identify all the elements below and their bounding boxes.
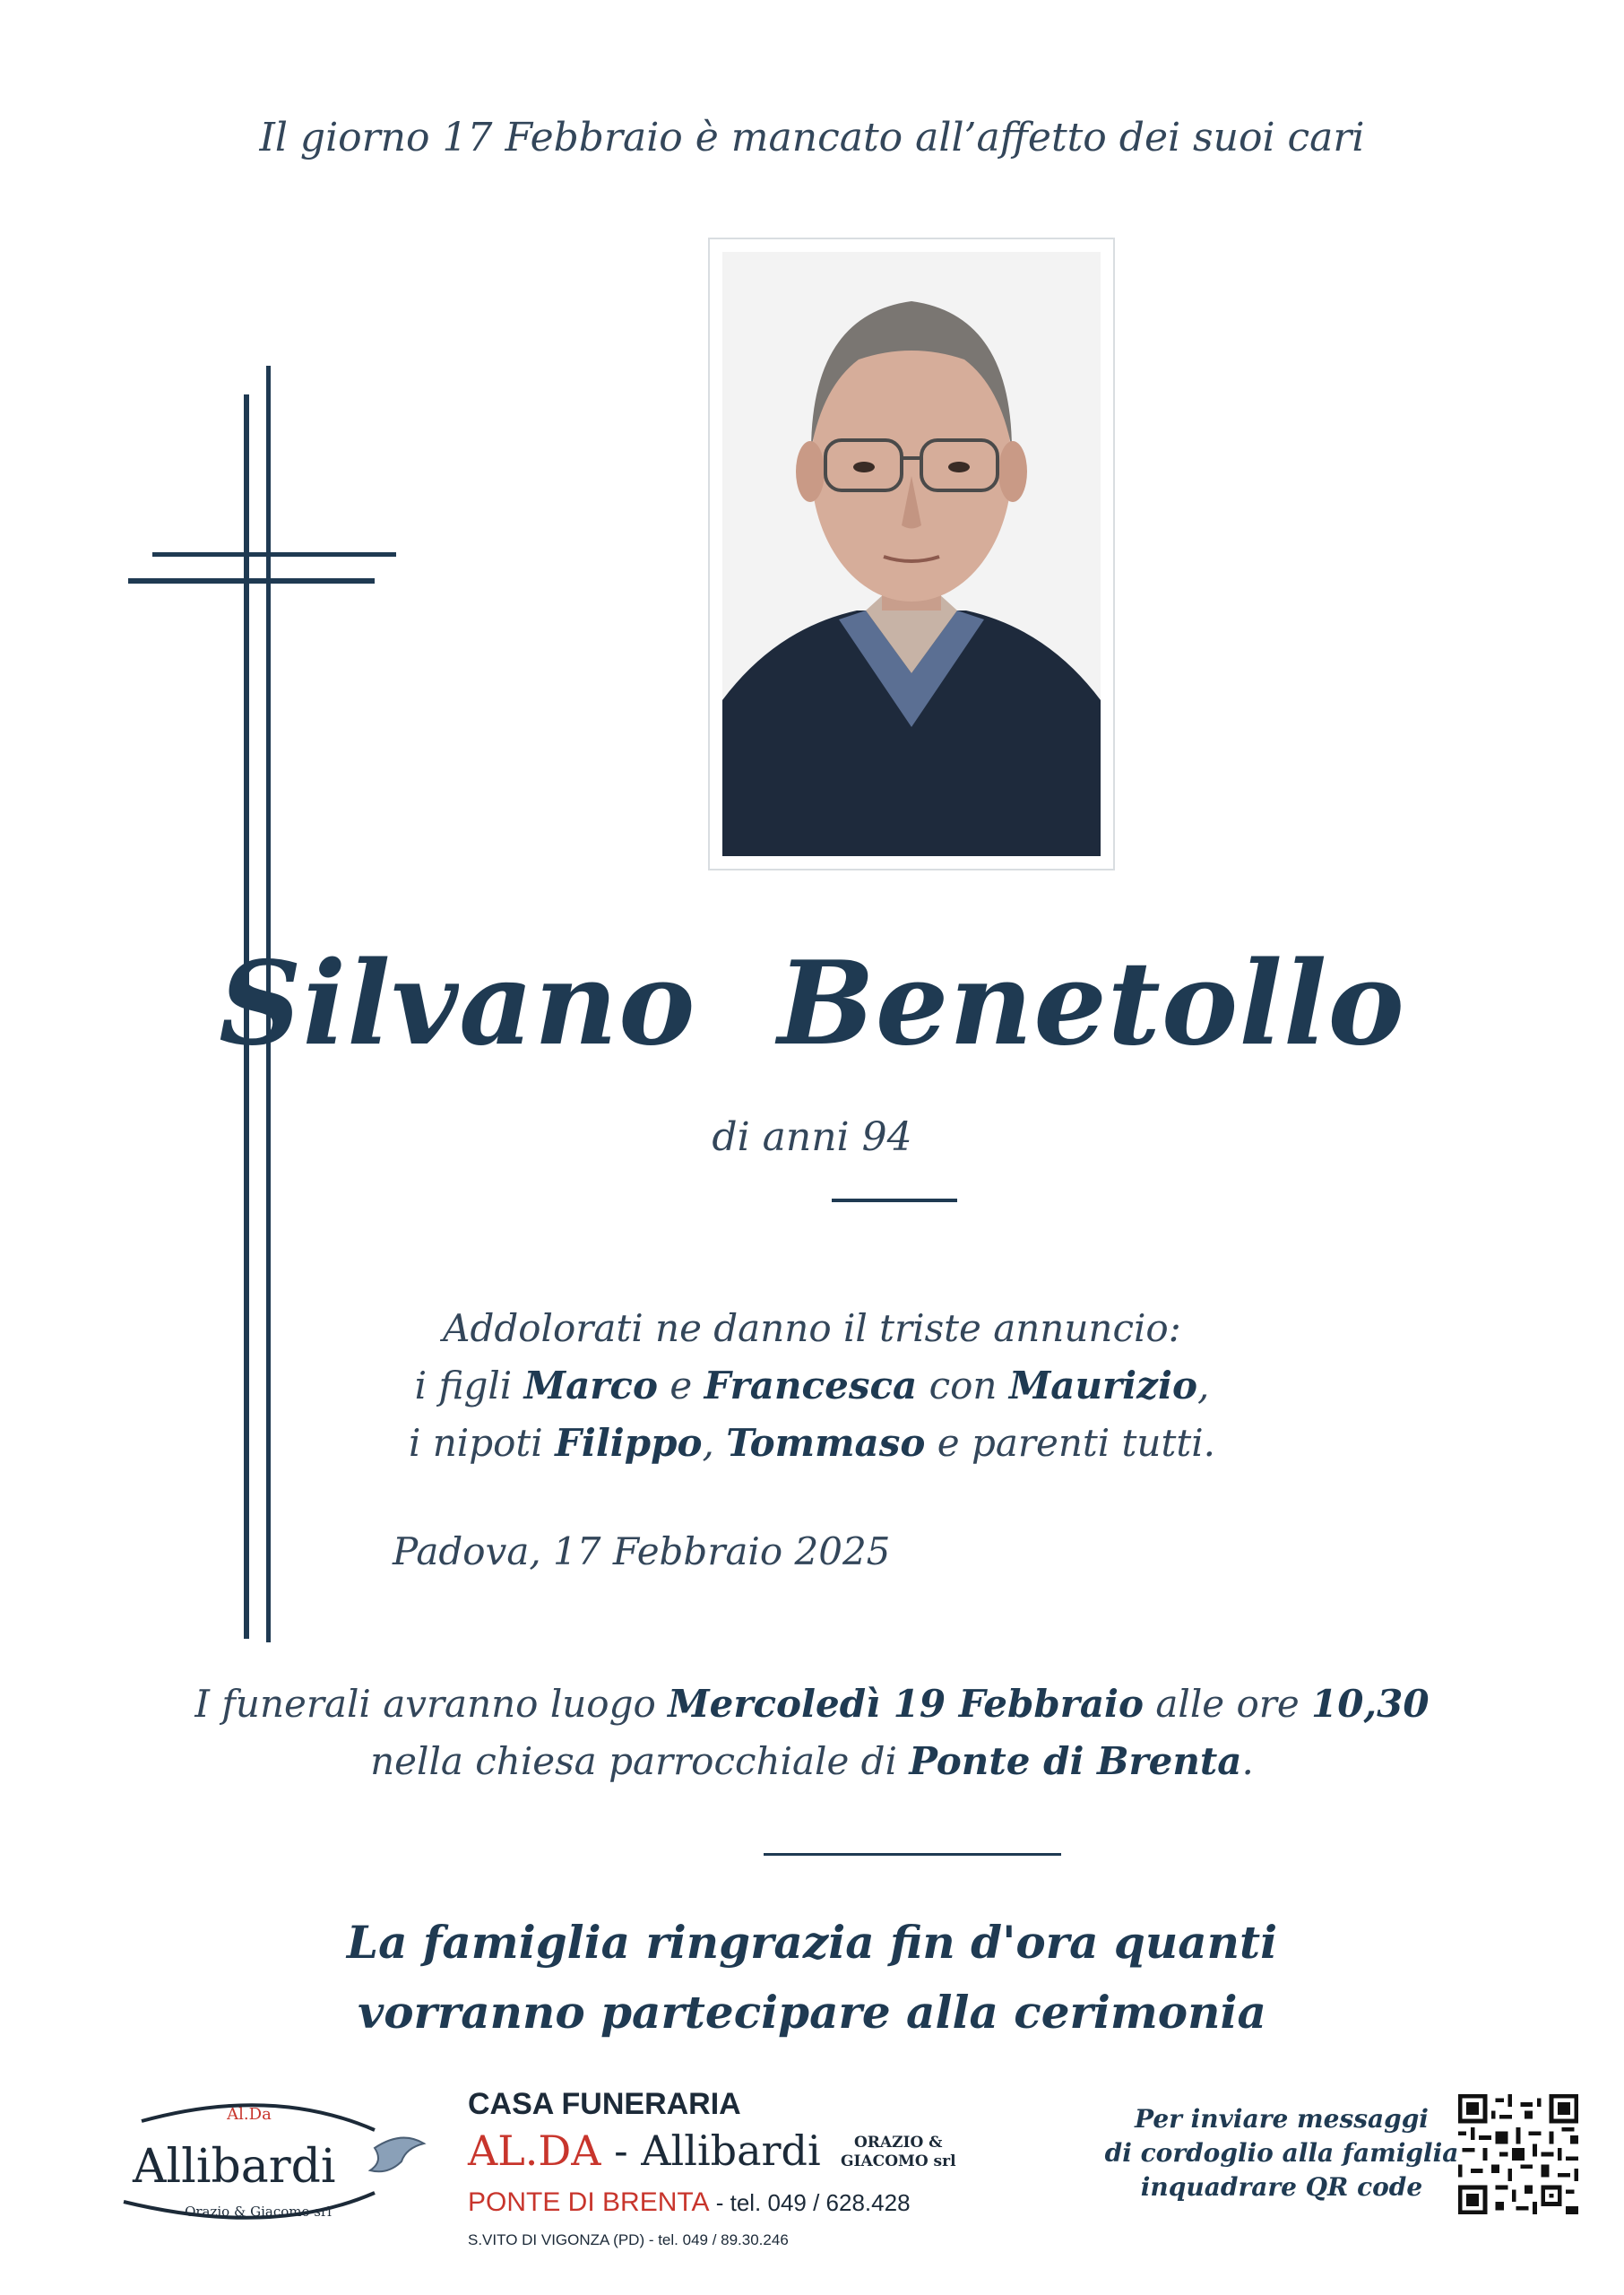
vigonza-contact: S.VITO DI VIGONZA (PD) - tel. 049 / 89.30.246: [468, 2231, 789, 2248]
ponte-contact: PONTE DI BRENTA - tel. 049 / 628.428: [468, 2187, 911, 2217]
place-date: Padova, 17 Febbraio 2025: [393, 1529, 891, 1573]
divider: [764, 1853, 1061, 1856]
deceased-name: Silvano Benetollo: [219, 937, 1405, 1071]
qr-code[interactable]: [1458, 2094, 1578, 2214]
logo-main-text: Allibardi: [133, 2140, 336, 2194]
allibardi-logo: [106, 2094, 437, 2229]
intro-line: Il giorno 17 Febbraio è mancato all’affetto dei suoi cari: [259, 115, 1365, 160]
announcement: Addolorati ne danno il triste annuncio: i figli Marco e Francesca con Maurizio, i nipoti Filippo, Tommaso e parenti tutti.: [408, 1306, 1216, 1465]
dove-icon: [370, 2138, 424, 2172]
logo-top-text: Al.Da: [227, 2105, 272, 2124]
funeral-home-owners: ORAZIO & GIACOMO srl: [841, 2134, 956, 2170]
age-text: di anni 94: [712, 1114, 912, 1160]
funeral-info: I funerali avranno luogo Mercoledì 19 Febbraio alle ore 10,30 nella chiesa parrocchiale di Ponte di Brenta.: [194, 1682, 1430, 1783]
portrait-photo: [708, 238, 1115, 870]
casa-funeraria-label: CASA FUNERARIA: [468, 2087, 741, 2121]
funeral-home-name: AL.DA - Allibardi: [468, 2126, 821, 2175]
thanks-message: La famiglia ringrazia fin d'ora quanti vorranno partecipare alla cerimonia: [346, 1916, 1278, 2039]
logo-bottom-text: Orazio & Giacomo srl: [185, 2204, 332, 2220]
qr-instructions: Per inviare messaggi di cordoglio alla famiglia inquadrare QR code: [1104, 2104, 1459, 2202]
divider: [832, 1199, 957, 1202]
